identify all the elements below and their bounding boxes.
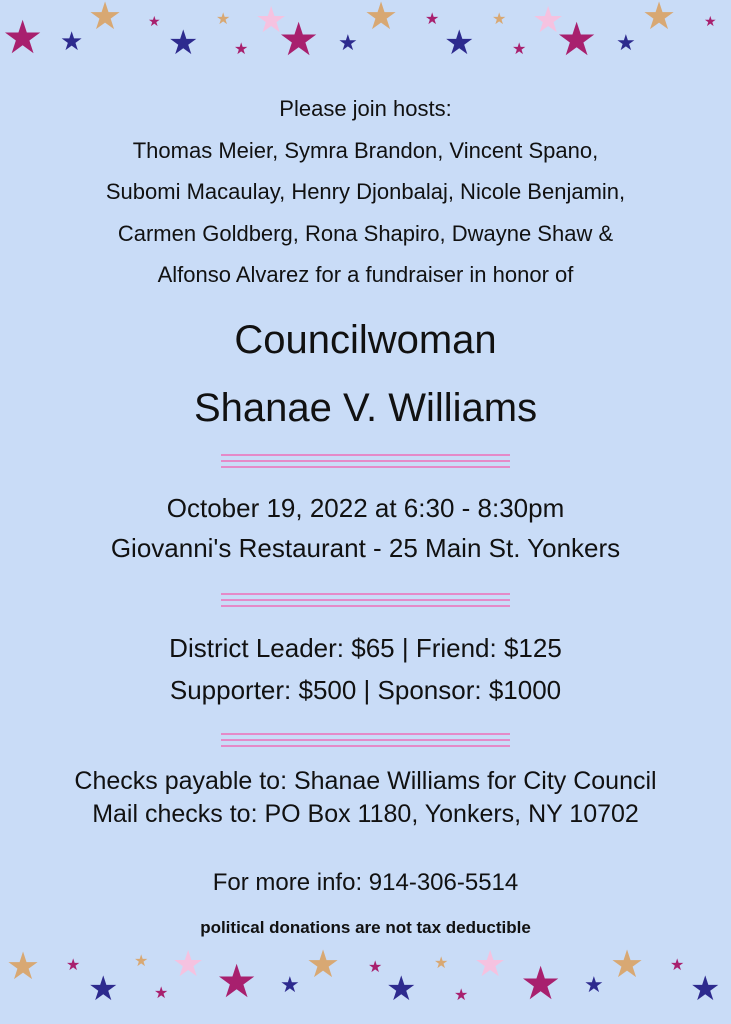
hosts-line: Alfonso Alvarez for a fundraiser in honor of xyxy=(157,262,574,287)
top-star-border xyxy=(0,0,731,70)
star-icon: ★ xyxy=(610,944,645,986)
star-icon: ★ xyxy=(454,987,469,1004)
hosts-block xyxy=(40,88,691,296)
divider xyxy=(221,454,510,470)
event-datetime: October 19, 2022 at 6:30 - 8:30pm xyxy=(166,493,565,523)
star-icon: ★ xyxy=(584,972,604,997)
star-icon: ★ xyxy=(616,30,636,55)
honoree-title: Councilwoman xyxy=(234,318,497,362)
star-icon: ★ xyxy=(690,970,721,1008)
star-icon: ★ xyxy=(134,953,149,970)
star-icon: ★ xyxy=(60,26,84,56)
star-icon: ★ xyxy=(306,944,341,986)
star-icon: ★ xyxy=(280,972,300,997)
donation-levels-line: Supporter: $500 | Sponsor: $1000 xyxy=(169,675,562,705)
star-icon: ★ xyxy=(172,943,205,984)
star-icon: ★ xyxy=(234,41,249,58)
hosts-line: Thomas Meier, Symra Brandon, Vincent Spano, xyxy=(132,137,599,163)
star-icon: ★ xyxy=(704,13,717,29)
star-icon: ★ xyxy=(364,0,399,38)
bottom-star-border xyxy=(0,943,731,1024)
star-icon: ★ xyxy=(556,13,598,65)
star-icon: ★ xyxy=(255,0,288,40)
star-icon: ★ xyxy=(338,30,358,55)
hosts-line: Carmen Goldberg, Rona Shapiro, Dwayne Shaw & xyxy=(117,220,614,246)
star-icon: ★ xyxy=(66,957,81,974)
star-icon: ★ xyxy=(386,970,417,1008)
star-icon: ★ xyxy=(278,13,320,65)
star-icon: ★ xyxy=(2,11,44,63)
donation-levels-line: District Leader: $65 | Friend: $125 xyxy=(169,633,562,663)
star-icon: ★ xyxy=(148,13,161,29)
star-icon: ★ xyxy=(492,11,507,28)
star-icon: ★ xyxy=(670,957,685,974)
star-icon: ★ xyxy=(434,955,449,972)
checks-payable: Checks payable to: Shanae Williams for City Council xyxy=(74,767,657,795)
star-icon: ★ xyxy=(154,985,169,1002)
honoree-block xyxy=(40,306,691,442)
checks-mail: Mail checks to: PO Box 1180, Yonkers, NY 10702 xyxy=(92,800,639,828)
star-icon: ★ xyxy=(6,946,41,988)
star-icon: ★ xyxy=(520,957,562,1009)
star-icon: ★ xyxy=(642,0,677,38)
star-icon: ★ xyxy=(88,970,119,1008)
contact-info: For more info: 914-306-5514 xyxy=(212,869,519,896)
star-icon: ★ xyxy=(425,11,440,28)
star-icon: ★ xyxy=(168,24,199,62)
divider xyxy=(221,733,510,749)
star-icon: ★ xyxy=(368,959,383,976)
star-icon: ★ xyxy=(216,955,258,1007)
event-location: Giovanni's Restaurant - 25 Main St. Yonkers xyxy=(110,533,621,563)
event-block xyxy=(30,488,701,568)
hosts-intro: Please join hosts: xyxy=(279,96,452,121)
star-icon: ★ xyxy=(88,0,123,38)
star-icon: ★ xyxy=(216,11,231,28)
star-icon: ★ xyxy=(444,24,475,62)
star-icon: ★ xyxy=(512,41,527,58)
checks-block xyxy=(20,765,711,831)
star-icon: ★ xyxy=(532,0,565,40)
hosts-line: Subomi Macaulay, Henry Djonbalaj, Nicole Benjamin, xyxy=(105,179,626,204)
disclaimer: political donations are not tax deductible xyxy=(200,918,531,937)
honoree-name: Shanae V. Williams xyxy=(193,386,538,430)
divider xyxy=(221,593,510,609)
donation-levels xyxy=(30,627,701,711)
star-icon: ★ xyxy=(474,943,507,984)
